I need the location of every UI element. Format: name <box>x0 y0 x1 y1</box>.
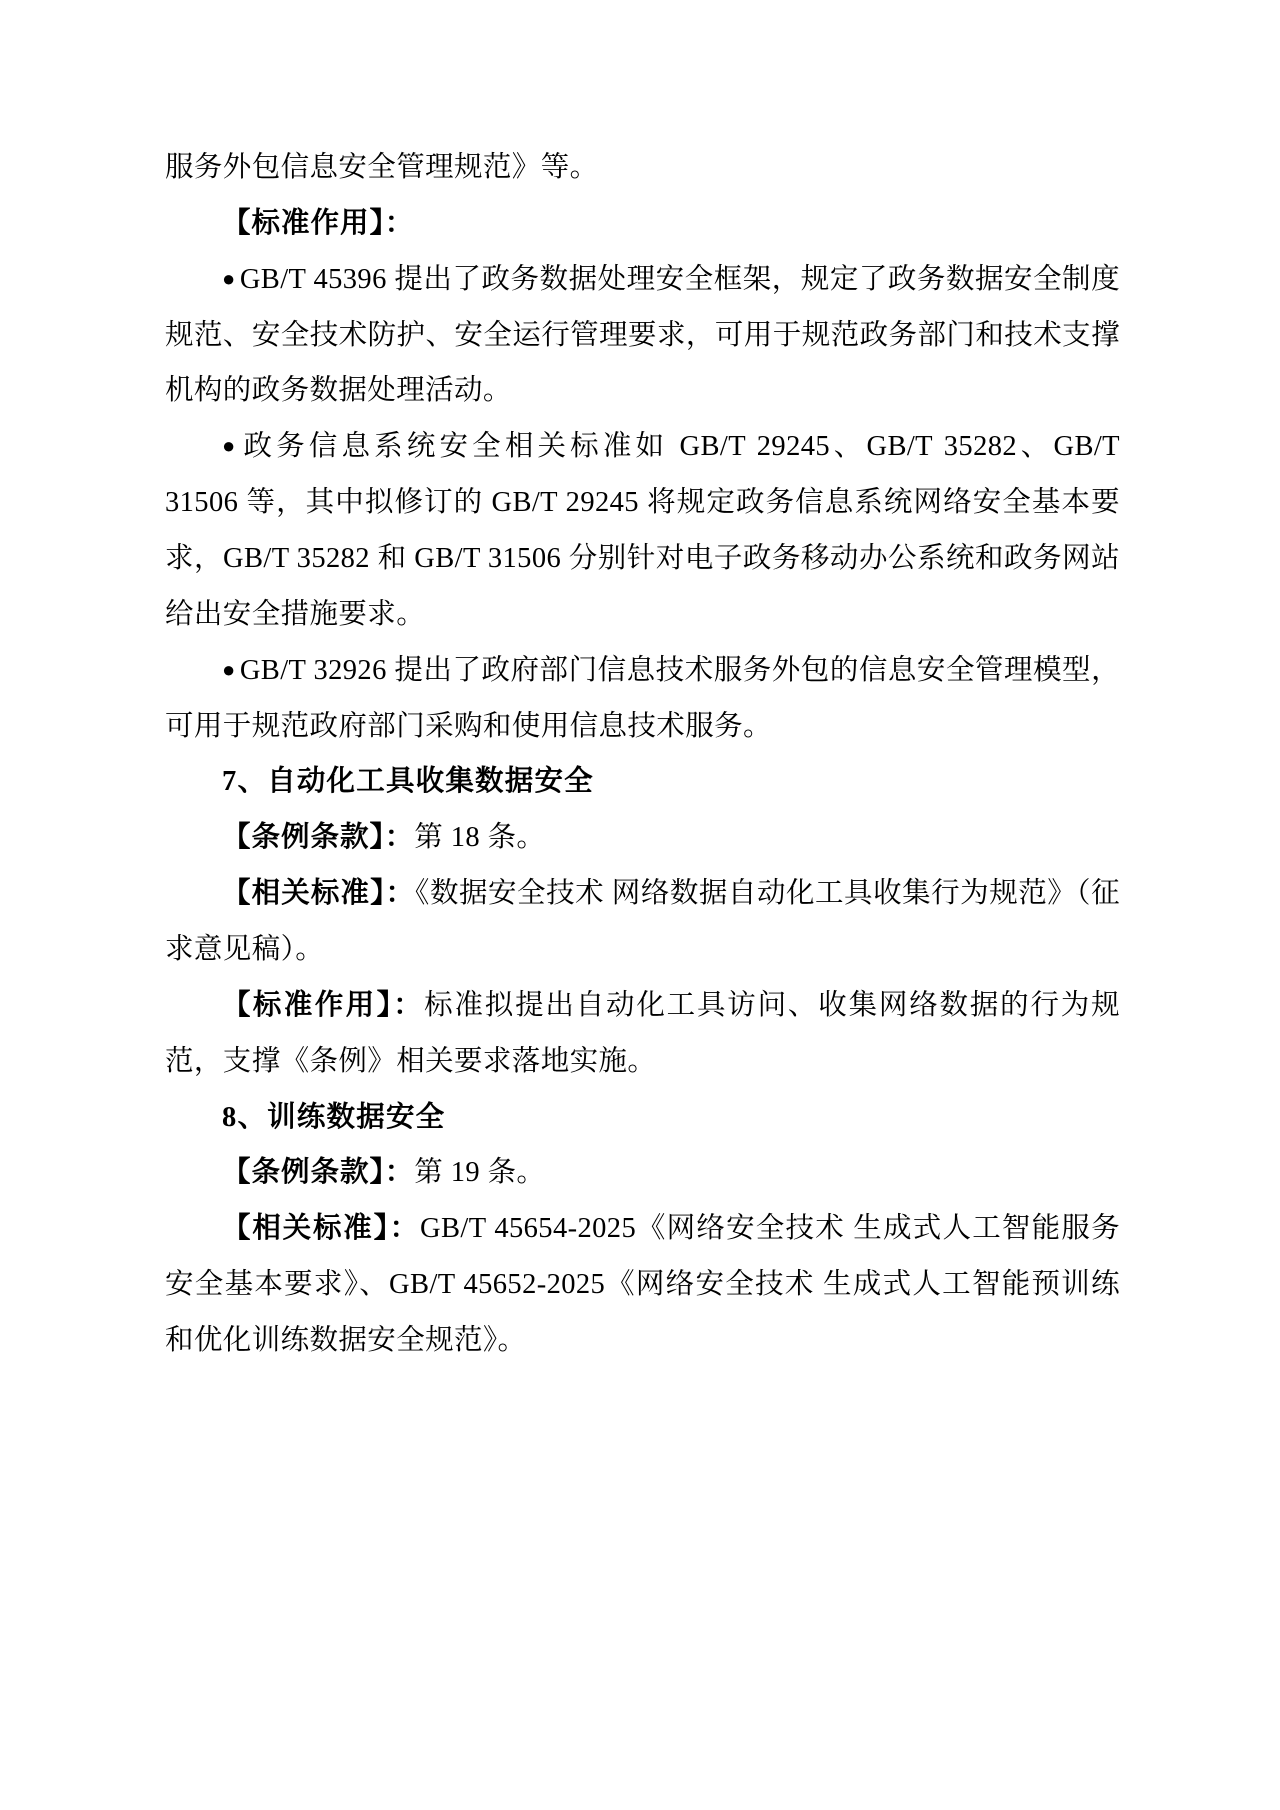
section-label: 【相关标准】： <box>222 1213 420 1245</box>
paragraph-clause-7 <box>165 810 1120 866</box>
paragraph-bullet-3 <box>165 643 1120 755</box>
section-label: 【相关标准】： <box>222 878 416 910</box>
paragraph-related-standard-8 <box>165 1201 1120 1369</box>
paragraph-text: 服务外包信息安全管理规范》等。 <box>165 152 599 183</box>
heading-text: 8、训练数据安全 <box>222 1101 446 1133</box>
heading-text: 7、自动化工具收集数据安全 <box>222 766 594 798</box>
section-label: 【标准作用】： <box>222 207 415 239</box>
paragraph-text: GB/T 45396 提出了政务数据处理安全框架，规定了政务数据安全制度规范、安全技术防护、安全运行管理要求，可用于规范政务部门和技术支撑机构的政务数据处理活动。 <box>165 263 1120 407</box>
section-label: 【条例条款】： <box>222 1157 415 1189</box>
paragraph-text: 《数据安全技术 网络数据自动化工具收集行为规范》（征求意见稿）。 <box>165 878 1120 966</box>
section-label: 【标准作用】： <box>222 989 425 1021</box>
paragraph-standard-role-7 <box>165 978 1120 1090</box>
paragraph-continuation <box>165 140 1120 196</box>
paragraph-text: 标准拟提出自动化工具访问、收集网络数据的行为规范，支撑《条例》相关要求落地实施。 <box>165 989 1120 1077</box>
paragraph-text: 政务信息系统安全相关标准如 GB/T 29245、GB/T 35282、GB/T 31506 等，其中拟修订的 GB/T 29245 将规定政务信息系统网络安全基本要求，GB/T 35282 和 GB/T 31506 分别针对电子政务移动办公系统和政务网站给出安全措施要求。 <box>165 431 1120 630</box>
bullet-icon: ● <box>222 433 240 459</box>
paragraph-text: GB/T 45654-2025《网络安全技术 生成式人工智能服务安全基本要求》、GB/T 45652-2025《网络安全技术 生成式人工智能预训练和优化训练数据安全规范》。 <box>165 1213 1120 1357</box>
heading-section-8 <box>165 1090 1120 1146</box>
paragraph-bullet-1 <box>165 252 1120 420</box>
paragraph-clause-8 <box>165 1145 1120 1201</box>
paragraph-related-standard-7 <box>165 866 1120 978</box>
section-label: 【条例条款】： <box>222 822 415 854</box>
bullet-icon: ● <box>222 656 236 682</box>
heading-section-7 <box>165 754 1120 810</box>
paragraph-text: GB/T 32926 提出了政府部门信息技术服务外包的信息安全管理模型，可用于规范政府部门采购和使用信息技术服务。 <box>165 654 1120 742</box>
paragraph-text: 第 18 条。 <box>414 822 546 854</box>
paragraph-bullet-2 <box>165 419 1120 642</box>
paragraph-text: 第 19 条。 <box>414 1157 546 1189</box>
document-body <box>165 140 1120 1369</box>
bullet-icon: ● <box>222 265 236 291</box>
paragraph-standard-role-label <box>165 196 1120 252</box>
